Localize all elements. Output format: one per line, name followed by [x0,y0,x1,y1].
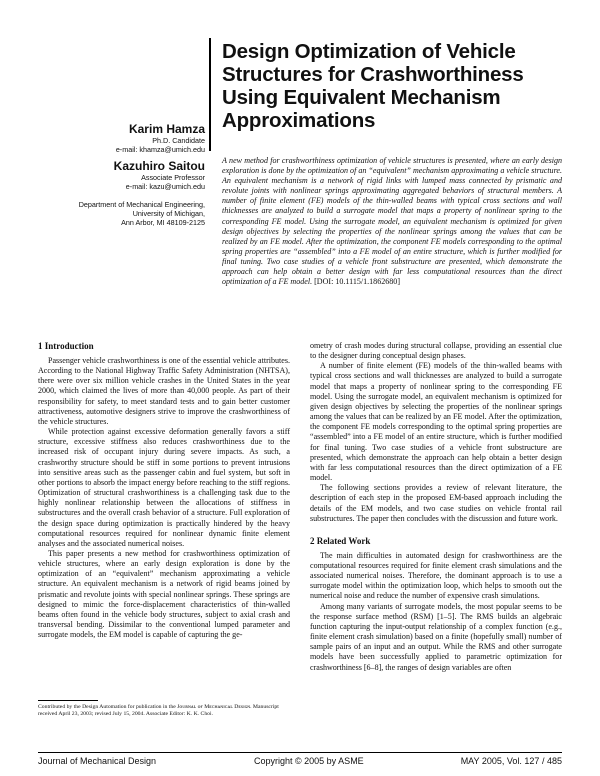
footnote: Contributed by the Design Automation for publication in the Jᴏᴜʀɴᴀʟ ᴏғ Mᴇᴄʜᴀɴɪᴄᴀʟ Dᴇsɪɢɴ. Manuscript received April 23, 2003; revised July 15, 2004. Associate Editor: K. K. Choi. [38,704,279,718]
abstract-text: A new method for crashworthiness optimization of vehicle structures is presented, where an early design exploration is done by the optimization of an “equivalent” mechanism approximating a vehicle structure. An equivalent mechanism is a network of rigid links with lumped mass connected by prismatic and revolute joints with nonlinear springs approximating aggregated behaviors of structural members. A number of finite element (FE) models of the thin-walled beams with typical cross sections and wall thicknesses are analyzed to build a surrogate model that maps a property of nonlinear spring to the corresponding FE model. Using the surrogate model, an equivalent mechanism is optimized for given design objectives by selecting the properties of the nonlinear springs among the values that can be realized by an FE model. After the optimization, the component FE models corresponding to the optimal spring properties are “assembled” into a FE model of an entire structure, which is further modified for final tuning. Two case studies of a vehicle front substructure are presented, which demonstrate the approach can help obtain a better design with far less computational resources than the direct optimization of a FE model. [222,156,562,287]
issue-info: MAY 2005, Vol. 127 [460,756,540,766]
title-line: Design Optimization of Vehicle [222,40,516,63]
author-name: Kazuhiro Saitou [113,159,205,173]
page-number: 485 [546,756,562,766]
doi: [DOI: 10.1115/1.1862680] [314,277,400,287]
affiliation-line: University of Michigan, [132,209,205,218]
paragraph: The following sections provides a review of relevant literature, the description of each step in the proposed EM-based approach including the details of the EM models, and two case studies on vehicle frontal rail substructures. The paper then concludes with the discussion and future work. [310,483,562,523]
right-column [310,341,562,673]
title-line: Approximations [222,109,376,132]
paragraph: While protection against excessive deformation generally favors a stiff structure, excessive stiffness also reduces crashworthiness due to the increased risk of occupant injury during severe impacts. As such, a crashworthy structure should be stiff in some portions to prevent intrusions into sensitive areas such as the passenger cabin and fuel system, but soft in other portions to absorb the impact energy before reaching to the stiff regions. Optimization of structural crashworthiness is a challenging task due to the highly nonlinear relationship between the allocations of stiffness in substructures and the overall crash behavior of a structure. Full exploration of the design space during optimization is practically hindered by the heavy computational resources required for nonlinear dynamic finite element analyses and the associated numerical noises. [38,427,290,548]
author-name: Karim Hamza [128,122,205,136]
author-email: e-mail: khamza@umich.edu [115,145,205,154]
affiliation-block [79,200,205,227]
page-separator: / [541,756,545,766]
section-heading-related-work: 2 Related Work [310,535,371,546]
abstract [222,156,562,287]
issue-and-page [461,756,562,766]
author-block-1 [116,122,205,154]
title-line: Structures for Crashworthiness [222,63,524,86]
paragraph: Passenger vehicle crashworthiness is one of the essential vehicle attributes. According to the National Highway Traffic Safety Administration (NHTSA), there were over six million vehicle crashes in the United States in the year 2000, which claimed the lives of more than 40,000 people. As part of their responsibility for safety, to meet standard tests and to gain better customer attractiveness, automotive designers strive to improve the crashworthiness of the vehicle structures. [38,356,290,426]
journal-name: Journal of Mechanical Design [38,756,157,766]
title-divider-rule [209,38,211,151]
copyright: Copyright © 2005 by ASME [254,756,364,766]
affiliation-line: Ann Arbor, MI 48109-2125 [121,218,205,227]
paragraph: A number of finite element (FE) models of the thin-walled beams with typical cross sections and wall thicknesses are analyzed to build a surrogate model that maps a property of nonlinear spring to the corresponding FE model. Using the surrogate model, an equivalent mechanism is optimized for given design objectives by selecting the properties of the nonlinear springs among the values that can be realized by an FE model. After the optimization, the component FE models corresponding to the optimal spring properties are “assembled” into a FE model of an entire structure, which is further modified for final tuning. Two case studies of a vehicle front substructure are presented, which demonstrate the approach can help obtain a better design with far less computational resources than the direct optimization of a FE model. [310,361,562,483]
affiliation-line: Department of Mechanical Engineering, [78,200,205,209]
footnote-rule [38,700,98,701]
paragraph: This paper presents a new method for crashworthiness optimization of vehicle structures, where an early design exploration is done by the optimization of an “equivalent” mechanism approximating a vehicle structure. An equivalent mechanism is a network of rigid beams joined by prismatic and revolute joints with special nonlinear springs. These springs are designed to mimic the force-displacement characteristics of thin-walled beams often found in the vehicle body structures, subject to axial crash and transversal bending. Dissimilar to the conventional lumped parameter and surrogate models, the EM model is capable of capturing the ge- [38,548,290,640]
footer-rule [38,752,562,753]
author-role: Associate Professor [141,173,205,182]
paragraph: Among many variants of surrogate models, the most popular seems to be the response surface method (RSM) [1–5]. The RMS builds an algebraic function capturing the input-output relationship of a complex function (e.g., finite element crash simulation) based on a finite (hopefully small) number of sample pairs of an input and an output. While the RMS and other surrogate models have been successfully applied to parametric optimization for crashworthiness [6–8], the ranges of design variables are often [310,601,562,672]
author-block-2 [114,159,205,191]
title-line: Using Equivalent Mechanism [222,86,501,109]
left-column [38,341,290,640]
paragraph: ometry of crash modes during structural collapse, providing an essential clue to the designer during conceptual design phases. [310,341,562,361]
paragraph: The main difficulties in automated design for crashworthiness are the computational resources required for finite element crash simulations and the associated numerical noises. Therefore, the dominant approach is to use a surrogate model within the optimization loop, which helps to smooth out the numerical noise and reduce the number of expensive crash simulations. [310,550,562,601]
author-role: Ph.D. Candidate [152,136,205,145]
author-email: e-mail: kazu@umich.edu [125,182,205,191]
paper-title [222,40,562,132]
section-heading-introduction: 1 Introduction [38,341,94,351]
